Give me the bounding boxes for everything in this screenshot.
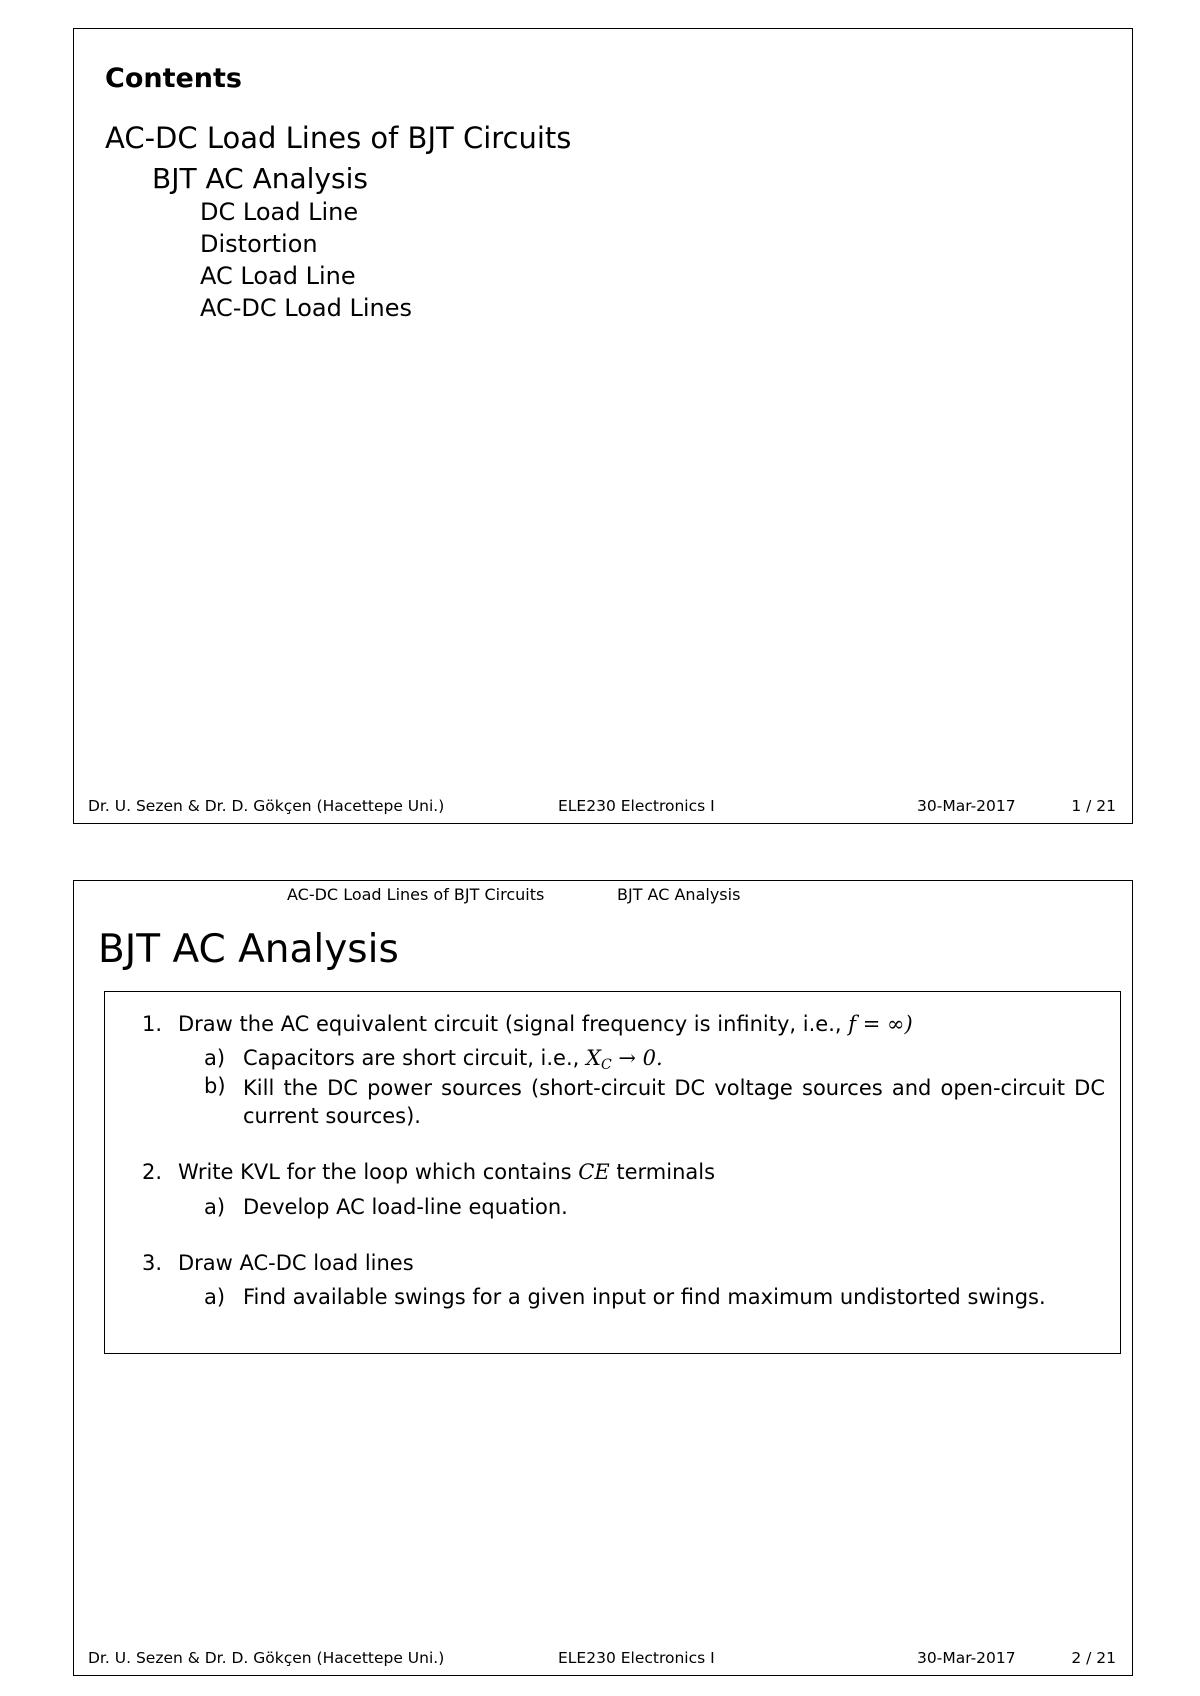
substep-label: b) [204,1074,226,1098]
footer-date: 30-Mar-2017 [917,1649,1016,1667]
steps-box [104,991,1121,1354]
math-f-infinity: f = ∞) [848,1012,913,1036]
step-number: 1. [142,1012,163,1036]
substep-label: a) [204,1195,226,1219]
footer-course: ELE230 Electronics I [558,797,715,815]
substep-text: Kill the DC power sources (short-circuit DC voltage sources and open-circuit DC current sources). [243,1076,1105,1128]
toc-item: Distortion [200,230,318,258]
toc-subsection: BJT AC Analysis [152,162,368,195]
step-number: 2. [142,1160,163,1184]
toc-item: DC Load Line [200,198,359,226]
footer-authors: Dr. U. Sezen & Dr. D. Gökçen (Hacettepe Uni.) [88,797,445,815]
footer-authors: Dr. U. Sezen & Dr. D. Gökçen (Hacettepe Uni.) [88,1649,445,1667]
step-text: Draw the AC equivalent circuit (signal frequency is infinity, i.e., f = ∞) [178,1012,913,1036]
substep-label: a) [204,1046,226,1070]
slide-bjt-ac-analysis [73,880,1133,1676]
step-text: Draw AC-DC load lines [178,1251,414,1275]
contents-heading: Contents [105,63,243,94]
slide-footer [88,1649,1116,1669]
slide-footer [88,797,1116,817]
footer-page-number: 1 / 21 [1071,797,1116,815]
substep-text: Develop AC load-line equation. [243,1195,568,1219]
footer-page-number: 2 / 21 [1071,1649,1116,1667]
frame-title: BJT AC Analysis [98,927,399,972]
step-text: Write KVL for the loop which contains CE terminals [178,1160,716,1184]
footer-date: 30-Mar-2017 [917,797,1016,815]
footer-course: ELE230 Electronics I [558,1649,715,1667]
substep-text: Capacitors are short circuit, i.e., $X_C \to 0$. [243,1046,663,1073]
toc-item: AC Load Line [200,262,356,290]
nav-subsection[interactable]: BJT AC Analysis [617,885,741,904]
slide-contents [73,28,1133,824]
substep-label: a) [204,1285,226,1309]
toc-section: AC-DC Load Lines of BJT Circuits [105,121,572,155]
nav-section[interactable]: AC-DC Load Lines of BJT Circuits [287,885,545,904]
toc-item: AC-DC Load Lines [200,294,413,322]
step-number: 3. [142,1251,163,1275]
substep-text: Find available swings for a given input or find maximum undistorted swings. [243,1285,1046,1309]
